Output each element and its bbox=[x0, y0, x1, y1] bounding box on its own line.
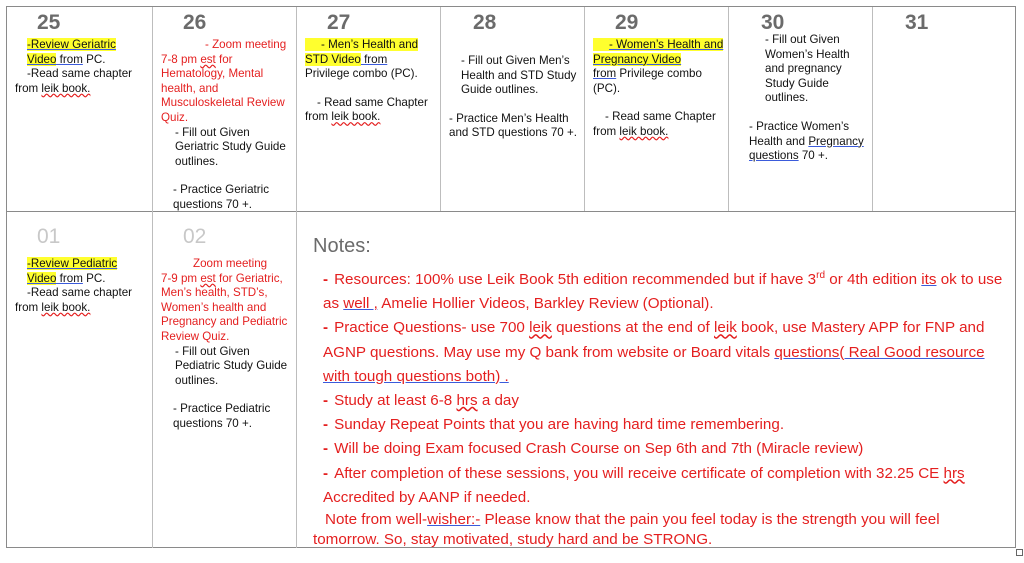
note-crash-course: - Will be doing Exam focused Crash Course on Sep 6th and 7th (Miracle review) bbox=[323, 440, 864, 458]
day-content: - Men’s Health and STD Video from Privilege combo (PC). - Read same Chapter from leik book. bbox=[305, 38, 428, 124]
day-number: 01 bbox=[37, 225, 61, 248]
note-resources: - Resources: 100% use Leik Book 5th edition recommended but if have 3rd or 4th edition its ok to use as well , Amelie Hollier Videos, Barkley Review (Optional). bbox=[323, 270, 1003, 313]
day-cell-02 bbox=[153, 211, 297, 548]
day-content: -Review Geriatric Video from PC. -Read same chapter from leik book. bbox=[15, 38, 133, 95]
note-study-hours: - Study at least 6-8 hrs a day bbox=[323, 392, 519, 410]
day-cell-25 bbox=[7, 7, 153, 211]
day-number: 27 bbox=[327, 11, 351, 34]
highlighted-task: - Men’s Health and STD Video bbox=[305, 38, 419, 66]
day-content: - Fill out Given Women’s Health and pregnancy Study Guide outlines. - Practice Women’s Health and Pregnancy questions 70 +. bbox=[749, 33, 864, 163]
day-number: 30 bbox=[761, 11, 785, 34]
note-certificate: - After completion of these sessions, you will receive certificate of completion with 32.25 CE hrs Accredited by AANP if needed. bbox=[323, 464, 965, 506]
day-cell-01 bbox=[7, 211, 153, 548]
note-well-wisher: Note from well-wisher:- Please know that the pain you feel today is the strength you will feel tomorrow. So, stay motivated, study hard and be STRONG. bbox=[313, 511, 940, 549]
note-sunday-repeat: - Sunday Repeat Points that you are having hard time remembering. bbox=[323, 416, 785, 434]
day-number: 31 bbox=[905, 11, 929, 34]
calendar-grid bbox=[6, 6, 1016, 548]
day-content: - Fill out Given Men’s Health and STD Study Guide outlines. - Practice Men’s Health and STD questions 70 +. bbox=[449, 54, 577, 140]
day-content: - Zoom meeting 7-8 pm est for Hematology, Mental health, and Musculoskeletal Review Quiz. - Fill out Given Geriatric Study Guide outlines. - Practice Geriatric questions 70 +. bbox=[161, 38, 287, 211]
day-content: -Review Pediatric Video from PC. -Read same chapter from leik book. bbox=[15, 257, 133, 314]
week-row-1 bbox=[7, 7, 1015, 212]
day-content: - Women’s Health and Pregnancy Video from Privilege combo (PC). - Read same Chapter from leik book. bbox=[593, 38, 724, 138]
highlighted-task: - Women’s Health and Pregnancy Video bbox=[593, 38, 724, 66]
day-number: 02 bbox=[183, 225, 207, 248]
day-cell-26 bbox=[153, 7, 297, 211]
day-number: 28 bbox=[473, 11, 497, 34]
day-content: Zoom meeting 7-9 pm est for Geriatric, Men’s health, STD’s, Women’s health and Pregnancy and Pediatric Review Quiz. - Fill out Given Pediatric Study Guide outlines. - Practice Pediatric questions 70 +. bbox=[161, 257, 288, 430]
day-number: 26 bbox=[183, 11, 207, 34]
day-cell-31 bbox=[873, 7, 1015, 211]
highlighted-task: -Review Geriatric Video bbox=[27, 38, 116, 66]
week-row-2 bbox=[7, 211, 1015, 548]
note-practice-questions: - Practice Questions- use 700 leik questions at the end of leik book, use Mastery APP for FNP and AGNP questions. May use my Q bank from website or Board vitals questions( Real Good resource with tough questions both) . bbox=[323, 319, 985, 385]
day-cell-30 bbox=[729, 7, 873, 211]
day-number: 25 bbox=[37, 11, 61, 34]
day-cell-27 bbox=[297, 7, 441, 211]
day-cell-28 bbox=[441, 7, 585, 211]
day-cell-29 bbox=[585, 7, 729, 211]
notes-section bbox=[303, 211, 1015, 548]
notes-title: Notes: bbox=[313, 235, 371, 257]
highlighted-task: -Review Pediatric Video bbox=[27, 257, 118, 285]
resize-handle[interactable] bbox=[1016, 549, 1023, 556]
day-number: 29 bbox=[615, 11, 639, 34]
